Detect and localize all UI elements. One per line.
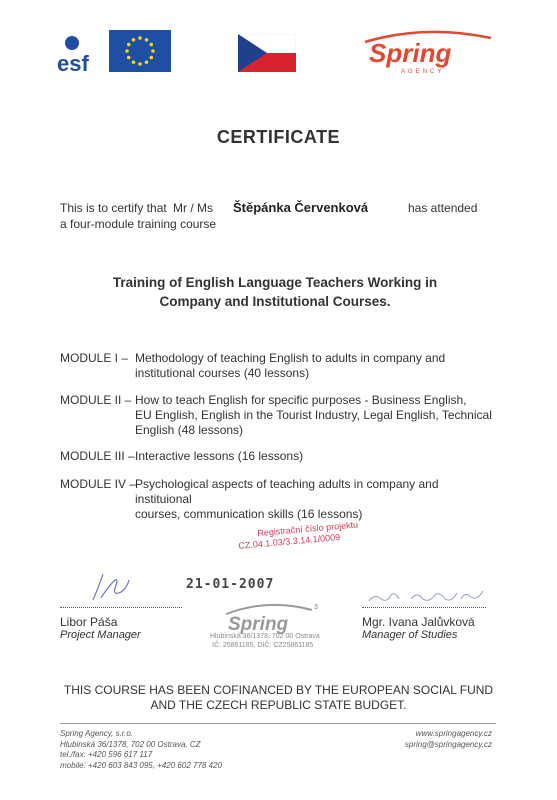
module-description: [135, 449, 495, 464]
module-code: MODULE IV –: [60, 477, 137, 491]
module-description: [135, 393, 495, 438]
cofinance-line2: AND THE CZECH REPUBLIC STATE BUDGET.: [150, 698, 407, 712]
module-code: MODULE III –: [60, 449, 135, 463]
left-signature-line: [60, 607, 182, 608]
module-desc-line: English (48 lessons): [135, 423, 244, 437]
course-title-line1: Training of English Language Teachers Working in: [112, 275, 438, 290]
eu-star-icon: [145, 38, 149, 42]
certify-lead-text: This is to certify that: [60, 201, 167, 215]
footer-divider: [60, 723, 496, 724]
right-signature-line: [362, 607, 486, 608]
left-signer-role: Project Manager: [60, 629, 141, 641]
module-desc-line: EU English, English in the Tourist Industry, Legal English, Technical: [135, 408, 492, 422]
module-desc-line: courses, communication skills (16 lessons): [135, 507, 363, 521]
eu-star-icon: [149, 43, 153, 47]
eu-flag-icon: [109, 30, 171, 72]
footer-contact-right: [360, 729, 492, 750]
course-type-text: a four-module training course: [60, 217, 217, 231]
footer-company: Spring Agency, s.r.o.: [60, 729, 134, 738]
footer-web-link[interactable]: www.springagency.cz: [415, 729, 492, 738]
cofinance-notice: [0, 683, 557, 713]
salutation-text: Mr / Ms: [173, 201, 213, 215]
module-desc-line: Interactive lessons (16 lessons): [135, 449, 304, 463]
module-desc-line: How to teach English for specific purposes - Business English,: [135, 393, 467, 407]
stamp-address-line1: Hlubinská 36/1378, 702 00 Ostrava: [210, 633, 320, 640]
eu-star-icon: [127, 43, 131, 47]
right-signer-name: Mgr. Ivana Jalůvková: [362, 615, 475, 629]
stamp-address-line2: IČ: 25861185, DIČ: CZ25861185: [212, 642, 314, 649]
eu-star-icon: [127, 56, 131, 60]
cofinance-line1: THIS COURSE HAS BEEN COFINANCED BY THE EUROPEAN SOCIAL FUND: [63, 683, 494, 697]
module-desc-line: Psychological aspects of teaching adults in company and instituional: [135, 477, 439, 506]
eu-star-icon: [151, 49, 155, 53]
footer-contact-left: [60, 729, 222, 771]
right-signer-role: Manager of Studies: [362, 629, 458, 641]
esf-text: esf: [57, 51, 89, 73]
eu-star-icon: [149, 56, 153, 60]
eu-star-icon: [125, 49, 129, 53]
recipient-name: Štěpánka Červenková: [233, 200, 369, 215]
attended-text: has attended: [408, 201, 478, 215]
registration-stamp: [237, 518, 378, 552]
module-description: [135, 351, 495, 381]
footer-address: Hlubinská 36/1378, 702 00 Ostrava, CZ: [60, 739, 201, 749]
eu-star-icon: [138, 36, 142, 40]
eu-star-icon: [145, 60, 149, 64]
registration-stamp-line2: CZ.04.1.03/3.3.14.1/0009: [237, 532, 341, 551]
registration-stamp-line1: Registrační číslo projektu: [256, 519, 359, 539]
footer-mobile: mobile: +420 603 843 095, +420 602 778 420: [60, 760, 222, 770]
eu-star-icon: [132, 60, 136, 64]
spring-brand-text: Spring: [369, 38, 452, 68]
stamp-brand-text: Spring: [228, 614, 289, 635]
footer-telfax: tel./fax: +420 596 617 117: [60, 750, 153, 759]
right-signature: [365, 585, 490, 607]
left-signer-name: Libor Páša: [60, 615, 118, 629]
module-desc-line: institutional courses (40 lessons): [135, 366, 310, 380]
spring-agency-logo: [355, 28, 495, 76]
module-description: [135, 477, 495, 522]
footer-email-link[interactable]: spring@springagency.cz: [404, 739, 492, 749]
spring-sub-text: AGENCY: [401, 69, 445, 75]
left-signature: [85, 568, 135, 604]
eu-star-icon: [132, 38, 136, 42]
course-title-line2: Company and Institutional Courses.: [159, 294, 391, 309]
czech-flag-icon: [238, 34, 296, 72]
stamp-number: 3: [314, 604, 318, 611]
module-code: MODULE II –: [60, 393, 132, 407]
eu-star-icon: [138, 62, 142, 66]
course-title: [60, 273, 490, 311]
module-code: MODULE I –: [60, 351, 129, 365]
date-stamp: 21-01-2007: [186, 577, 275, 592]
certificate-title: CERTIFICATE: [216, 127, 341, 147]
module-desc-line: Methodology of teaching English to adults in company and: [135, 351, 446, 365]
esf-logo: [56, 33, 102, 73]
